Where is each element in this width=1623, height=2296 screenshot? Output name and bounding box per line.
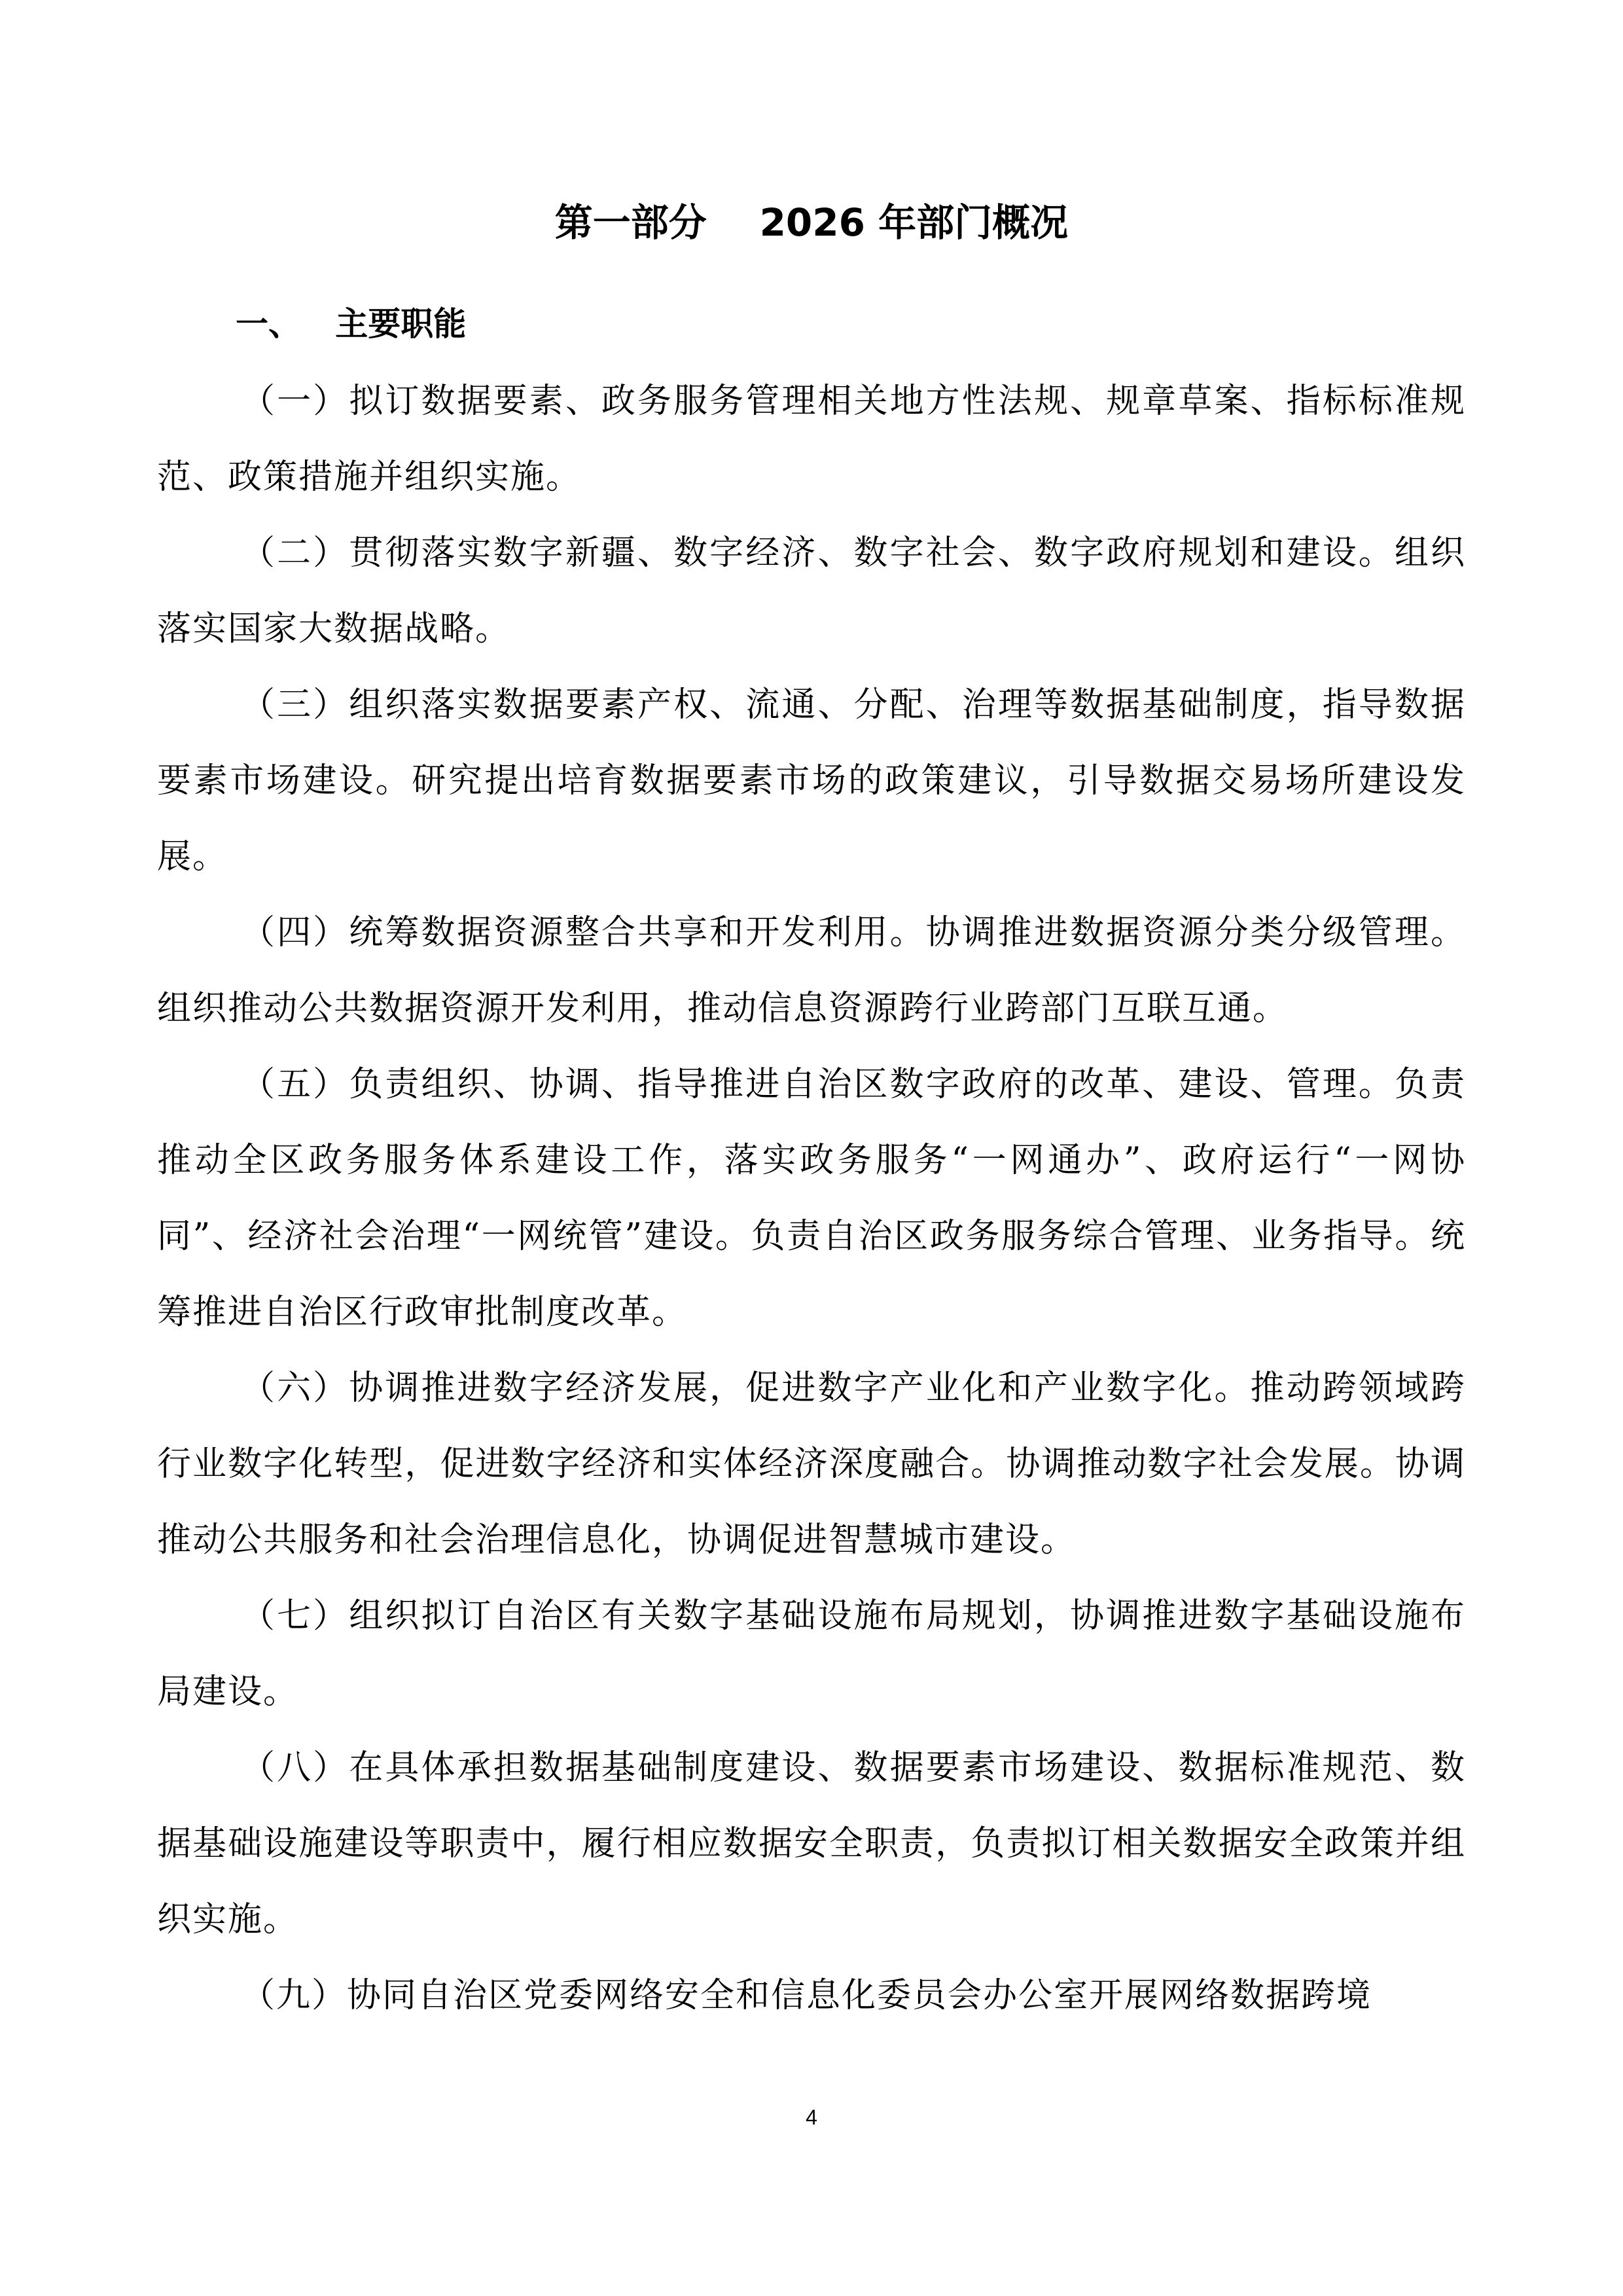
paragraph-5: （五）负责组织、协调、指导推进自治区数字政府的改革、建设、管理。负责推动全区政务服务体系建设工作，落实政务服务“一网通办”、政府运行“一网协同”、经济社会治理“一网统管”建设。负责自治区政务服务综合管理、业务指导。统筹推进自治区行政审批制度改革。 (157, 1065, 1466, 1332)
paragraph-8: （八）在具体承担数据基础制度建设、数据要素市场建设、数据标准规范、数据基础设施建设等职责中，履行相应数据安全职责，负责拟订相关数据安全政策并组织实施。 (157, 1748, 1466, 1939)
paragraph-9: （九）协同自治区党委网络安全和信息化委员会办公室开展网络数据跨境 (241, 1976, 1372, 2015)
section-heading: 一、 主要职能 (236, 305, 467, 343)
page-title: 第一部分 2026 年部门概况 (554, 200, 1069, 245)
paragraph-4: （四）统筹数据资源整合共享和开发利用。协调推进数据资源分类分级管理。组织推动公共数据资源开发利用，推动信息资源跨行业跨部门互联互通。 (157, 913, 1466, 1028)
paragraph-3: （三）组织落实数据要素产权、流通、分配、治理等数据基础制度，指导数据要素市场建设。研究提出培育数据要素市场的政策建议，引导数据交易场所建设发展。 (157, 685, 1466, 876)
paragraph-1: （一）拟订数据要素、政务服务管理相关地方性法规、规章草案、指标标准规范、政策措施并组织实施。 (157, 382, 1466, 497)
body-text (157, 363, 1466, 2034)
paragraph-7: （七）组织拟订自治区有关数字基础设施布局规划，协调推进数字基础设施布局建设。 (157, 1596, 1466, 1712)
paragraph-6: （六）协调推进数字经济发展，促进数字产业化和产业数字化。推动跨领域跨行业数字化转型，促进数字经济和实体经济深度融合。协调推动数字社会发展。协调推动公共服务和社会治理信息化，协调促进智慧城市建设。 (157, 1369, 1466, 1560)
page-number: 4 (806, 2106, 817, 2129)
paragraph-2: （二）贯彻落实数字新疆、数字经济、数字社会、数字政府规划和建设。组织落实国家大数据战略。 (157, 533, 1466, 649)
